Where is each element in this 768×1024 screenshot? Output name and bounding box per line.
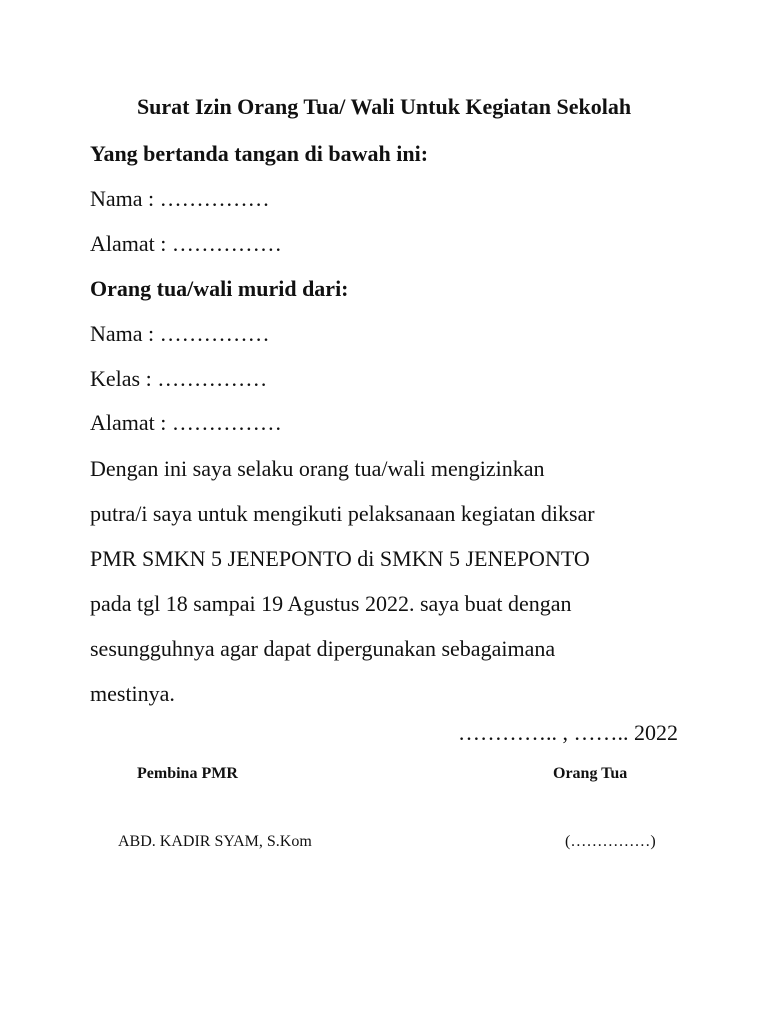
paragraph-line: sesungguhnya agar dapat dipergunakan sebagaimana	[90, 636, 556, 661]
paragraph-line: mestinya.	[90, 681, 175, 706]
paragraph-line: Dengan ini saya selaku orang tua/wali mengizinkan	[90, 456, 545, 481]
student-class-field: Kelas : ……………	[90, 366, 268, 391]
signature-right-label: Orang Tua	[553, 765, 628, 782]
paragraph-line: pada tgl 18 sampai 19 Agustus 2022. saya buat dengan	[90, 591, 572, 616]
signature-right-name: (……………)	[565, 833, 656, 850]
paragraph-line: PMR SMKN 5 JENEPONTO di SMKN 5 JENEPONTO	[90, 546, 590, 571]
signer-address-field: Alamat : ……………	[90, 231, 282, 256]
signer-section-heading: Yang bertanda tangan di bawah ini:	[90, 141, 429, 166]
paragraph-line: putra/i saya untuk mengikuti pelaksanaan kegiatan diksar	[90, 501, 595, 526]
signature-left-label: Pembina PMR	[137, 765, 238, 782]
permission-paragraph	[90, 446, 690, 716]
place-date-line: ………….. , …….. 2022	[458, 720, 678, 745]
student-section-heading: Orang tua/wali murid dari:	[90, 276, 349, 301]
letter-title: Surat Izin Orang Tua/ Wali Untuk Kegiatan Sekolah	[136, 94, 632, 119]
student-address-field: Alamat : ……………	[90, 410, 282, 435]
student-name-field: Nama : ……………	[90, 321, 270, 346]
signature-left-name: ABD. KADIR SYAM, S.Kom	[118, 833, 312, 850]
signer-name-field: Nama : ……………	[90, 186, 270, 211]
